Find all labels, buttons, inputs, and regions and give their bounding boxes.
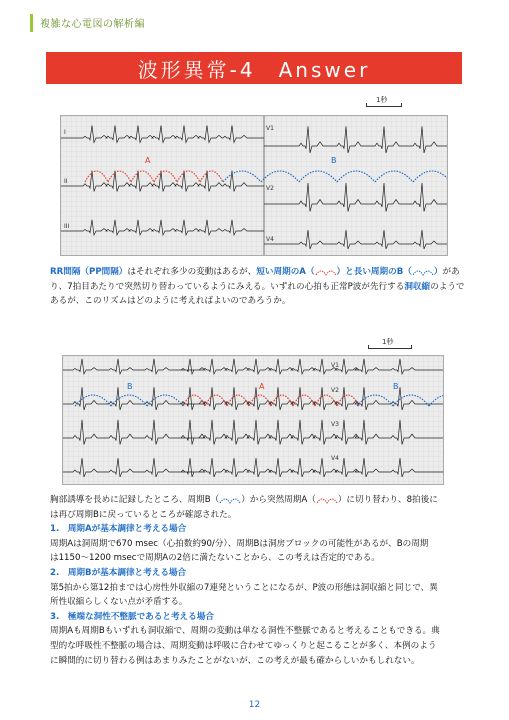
figure2-scale-label: 1秒 (382, 338, 394, 346)
p1-term-long: ）と長い周期のB（ (336, 267, 412, 277)
figure2-scale-bar (368, 348, 412, 349)
figure1-lead-v4: V4 (266, 236, 274, 243)
figure2-lead-v3: V3 (331, 421, 339, 428)
figure1-lead-v1: V1 (266, 125, 274, 132)
figure1-lead-3: III (64, 223, 70, 230)
page-title: 波形異常-4 Answer (46, 52, 462, 84)
figure1-lead-2: II (64, 178, 68, 185)
p2-line1b: ）から突然周期A（ (241, 495, 316, 505)
figure2-lead-v2: V2 (331, 387, 339, 394)
paragraph-1 (50, 265, 465, 309)
figure2-label-b-right: B (393, 382, 399, 391)
p2-body3b: 型的な呼吸性不整脈の場合は、周期変動は呼吸に合わせてゆっくりと起こることが多く、本例のよう (50, 640, 437, 651)
p1-text-3: のようであるが、このリズムはどのように考えればよいのであろうか。 (50, 281, 465, 307)
red-arc-icon (316, 495, 338, 504)
p2-line1c: ）に切り替わり、8拍後に (337, 495, 438, 505)
ecg-figure-1-svg (61, 116, 447, 255)
blue-arc-icon (219, 495, 241, 504)
figure2-label-b-left: B (127, 382, 133, 391)
p2-body2a: 第5拍から第12拍までは心房性外収縮の7連発ということになるが、P波の形態は洞収縮と同じで、異 (50, 582, 438, 593)
p2-body3a: 周期Aも周期Bもいずれも洞収縮で、周期の変動は単なる洞性不整脈であると考えることもできる。典 (50, 626, 440, 637)
figure1-label-b: B (331, 156, 337, 165)
figure2-lead-v1: V1 (331, 362, 339, 369)
ecg-figure-2-svg (63, 356, 443, 484)
p1-term-sinus: 洞収縮 (404, 281, 431, 292)
blue-arc-icon (412, 267, 434, 276)
figure1-scale-label: 1秒 (376, 96, 388, 104)
series-title: 複雑な心電図の解析編 (40, 19, 145, 30)
p1-term-rr: RR間隔（PP間隔） (50, 267, 128, 277)
figure2-label-a: A (259, 382, 265, 391)
paragraph-2 (50, 493, 470, 668)
p2-heading-2: 2. 周期Bが基本調律と考える場合 (50, 567, 187, 578)
red-arc-icon (315, 267, 337, 276)
p2-line1a: 胸部誘導を長めに記録したところ、周期B（ (50, 495, 220, 505)
figure2-lead-v4: V4 (331, 455, 339, 462)
page-number: 12 (248, 700, 261, 710)
p1-text-2: があり、7拍目あたりで突然切り替わっているようにみえる。いずれの心拍も正常P波が先行する (50, 267, 460, 292)
ecg-figure-1 (60, 115, 448, 256)
p2-body3c: に瞬間的に切り替わる例はあまりみたことがないが、この考えが最も確からしいかもしれない。 (50, 655, 420, 666)
p1-term-close: ） (433, 267, 443, 277)
figure1-label-a: A (145, 156, 151, 165)
ecg-figure-2 (62, 355, 444, 485)
header-accent-bar (30, 14, 33, 32)
p2-body2b: 所性収縮らしくない点が矛盾する。 (50, 597, 188, 608)
p2-heading-1: 1. 周期Aが基本調律と考える場合 (50, 524, 187, 535)
figure1-lead-v2: V2 (266, 185, 274, 192)
p2-body1b: は1150〜1200 msecで周期Aの2倍に満たないことから、この考えは否定的である。 (50, 553, 380, 564)
p2-body1a: 周期Aは洞周期で670 msec（心拍数約90/分）、周期Bは洞房ブロックの可能性があるが、Bの周期 (50, 538, 429, 549)
figure1-scale-bar (366, 106, 402, 107)
figure1-lead-1: I (64, 129, 66, 136)
p1-term-short: 短い周期のA（ (256, 267, 315, 277)
p1-text-1: はそれぞれ多少の変動はあるが、 (127, 267, 257, 277)
p2-line2: は再び周期Bに戻っているところが確認された。 (50, 509, 237, 520)
p2-heading-3: 3. 極端な洞性不整脈であると考える場合 (50, 611, 214, 622)
